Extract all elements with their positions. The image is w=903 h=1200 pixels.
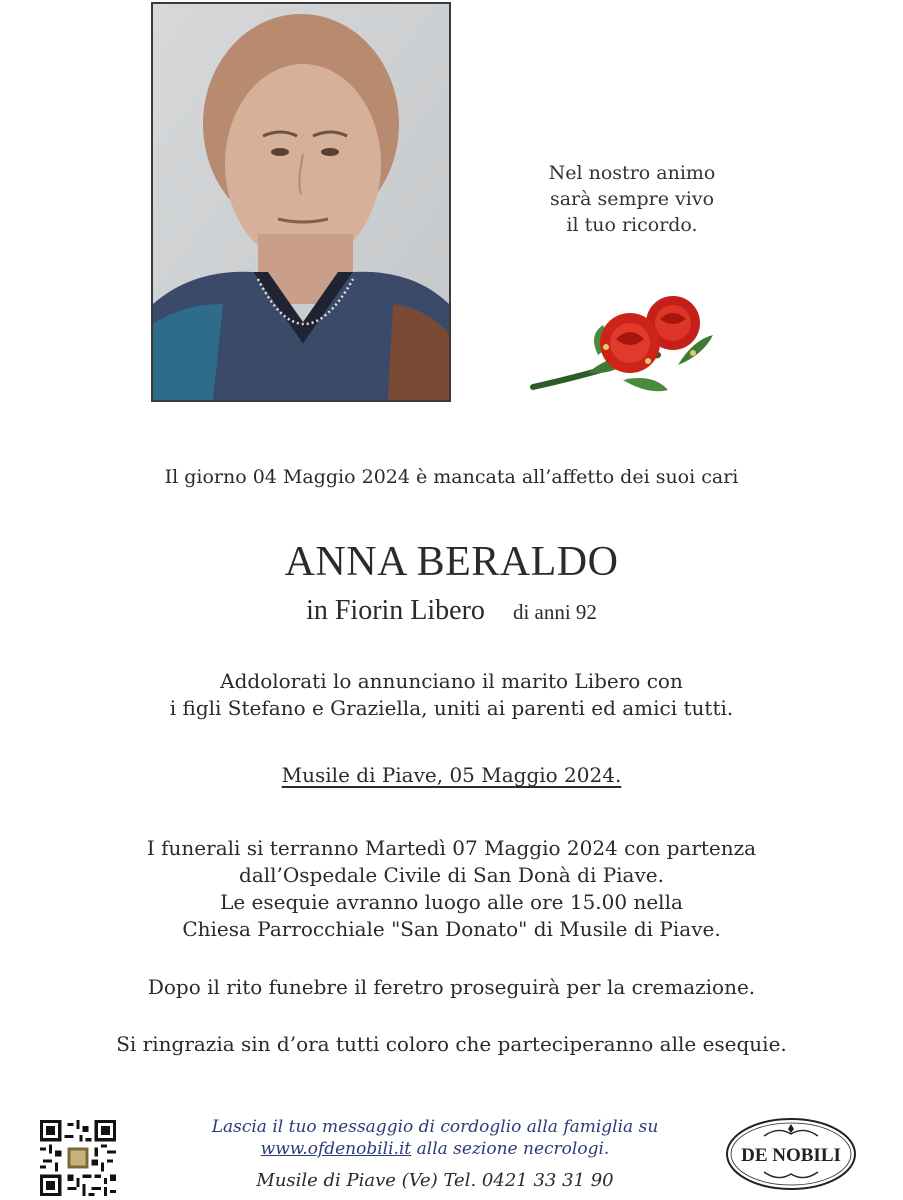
cremation-note: Dopo il rito funebre il feretro proseguirà per la cremazione.	[147, 975, 756, 999]
contact-info: Musile di Piave (Ve) Tel. 0421 33 31 90	[256, 1170, 614, 1191]
announcement-line: i figli Stefano e Graziella, uniti ai parenti ed amici tutti.	[169, 696, 734, 720]
place-date-text: Musile di Piave, 05 Maggio 2024.	[281, 763, 622, 787]
rose-decoration	[528, 295, 718, 405]
funeral-details	[0, 835, 903, 943]
death-announcement-intro: Il giorno 04 Maggio 2024 è mancata all’affetto dei suoi cari	[164, 466, 739, 488]
funeral-line: Le esequie avranno luogo alle ore 15.00 nella	[220, 890, 683, 914]
link-suffix: alla sezione necrologi.	[411, 1139, 610, 1159]
condolence-text: Lascia il tuo messaggio di cordoglio alla famiglia su	[211, 1117, 659, 1137]
funeral-line: Chiesa Parrocchiale "San Donato" di Musile di Piave.	[182, 917, 721, 941]
family-announcement	[0, 668, 903, 722]
qr-code[interactable]	[40, 1120, 116, 1196]
quote-line: sarà sempre vivo	[549, 188, 715, 210]
thanks-note: Si ringrazia sin d’ora tutti coloro che parteciperanno alle esequie.	[116, 1032, 787, 1056]
condolence-link-line	[160, 1138, 710, 1160]
memorial-quote	[512, 160, 752, 238]
married-name: in Fiorin Libero	[306, 595, 485, 626]
funeral-line: dall’Ospedale Civile di San Donà di Piave.	[239, 863, 664, 887]
condolence-message	[160, 1116, 710, 1160]
place-and-date	[0, 763, 903, 787]
quote-line: Nel nostro animo	[548, 162, 716, 184]
de-nobili-logo	[724, 1114, 858, 1192]
deceased-name: ANNA BERALDO	[284, 539, 619, 585]
announcement-line: Addolorati lo annunciano il marito Libero con	[220, 669, 683, 693]
funeral-line: I funerali si terranno Martedì 07 Maggio 2024 con partenza	[146, 836, 757, 860]
deceased-age: di anni 92	[512, 600, 597, 624]
portrait-photo	[151, 2, 451, 402]
quote-line: il tuo ricordo.	[566, 214, 698, 236]
website-link[interactable]: www.ofdenobili.it	[260, 1139, 412, 1159]
logo-text: DE NOBILI	[741, 1145, 841, 1166]
deceased-details	[0, 595, 903, 627]
